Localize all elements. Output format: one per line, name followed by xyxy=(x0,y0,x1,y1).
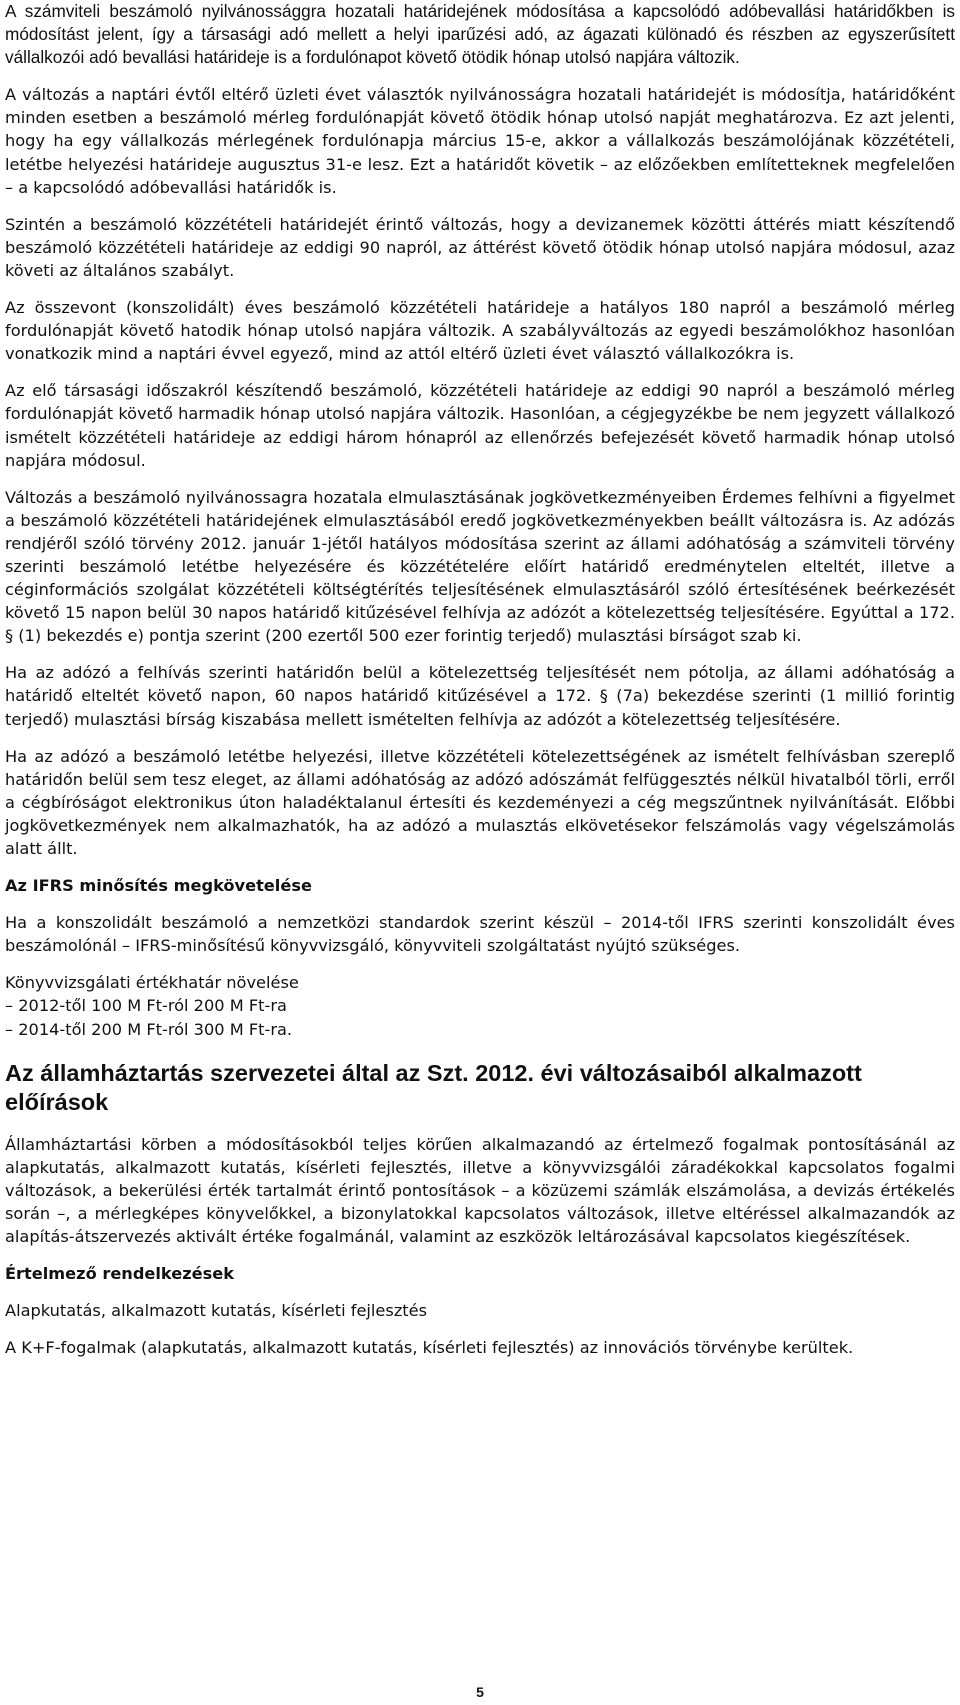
list-item: – 2014-től 200 M Ft-ról 300 M Ft-ra. xyxy=(5,1019,293,1039)
section-heading-ertelmezo: Értelmező rendelkezések xyxy=(5,1264,235,1284)
paragraph-intro: A számviteli beszámoló nyilvánossággra hozatali határidejének módosítása a kapcsolódó adóbevallási határidőkben is módosítást jelent, így a társasági adó mellett a helyi iparűzési adó, az ágazati különadó és részben az egyszerűsített vállalkozói adó bevallási határideje is a fordulónapot követő ötödik hónap utolsó napjára változik. xyxy=(5,1,955,68)
paragraph: A K+F-fogalmak (alapkutatás, alkalmazott kutatás, kísérleti fejlesztés) az innovációs törvénybe kerültek. xyxy=(5,1338,854,1358)
paragraph: A változás a naptári évtől eltérő üzleti évet választók nyilvánosságra hozatali határidejét is módosítja, határidőként minden esetben a beszámoló mérleg fordulónapját követő ötödik hónap utolsó napját meghatározva. Ez azt jelenti, hogy ha egy vállalkozás mérlegének fordulónapja március 15-e, akkor a vállalkozás beszámolójának közzétételi, letétbe helyezési határideje augusztus 31-e lesz. Ezt a határidőt követik – az előzőekben említetteknek megfelelően – a kapcsolódó adóbevallási határidők is. xyxy=(5,85,955,197)
audit-threshold-list xyxy=(5,971,955,1040)
paragraph: Ha az adózó a beszámoló letétbe helyezési, illetve közzétételi kötelezettségének az ismételt felhívásban szereplő határidőn belül sem tesz eleget, az állami adóhatóság az adózó adószámát felfüggesztés nélkül hivatalból törli, erről a cégbíróságot elektronikus úton haladéktalanul értesíti és kezdeményezi a cég megszűntnek nyilvánítását. Előbbi jogkövetkezmények nem alkalmazhatók, ha az adózó a mulasztás elkövetésekor felszámolás vagy végelszámolás alatt állt. xyxy=(5,746,955,858)
section-heading-ifrs: Az IFRS minősítés megkövetelése xyxy=(5,876,312,896)
page-number: 5 xyxy=(476,1684,484,1700)
paragraph: Ha a konszolidált beszámoló a nemzetközi standardok szerint készül – 2014-től IFRS szerinti konszolidált éves beszámolónál – IFRS-minősítésű könyvvizsgáló, könyvviteli szolgáltatást nyújtó szükséges. xyxy=(5,913,955,956)
subheading: Alapkutatás, alkalmazott kutatás, kísérleti fejlesztés xyxy=(5,1301,428,1321)
paragraph: Az összevont (konszolidált) éves beszámoló közzétételi határideje a hatályos 180 napról a beszámoló mérleg fordulónapját követő hatodik hónap utolsó napjára változik. A szabályváltozás az egyedi beszámolókhoz hasonlóan vonatkozik mind a naptári évvel egyező, mind az attól eltérő üzleti évet választó vállalkozókra is. xyxy=(5,298,955,364)
list-title: Könyvvizsgálati értékhatár növelése xyxy=(5,973,299,993)
paragraph: Az elő társasági időszakról készítendő beszámoló, közzétételi határideje az eddigi 90 napról a beszámoló mérleg fordulónapját követő harmadik hónap utolsó napjára változik. Hasonlóan, a cégjegyzékbe be nem jegyzett vállalkozó ismételt közzétételi határideje az eddigi három hónapról az ellenőrzés befejezését követő harmadik hónap utolsó napjára módosul. xyxy=(5,381,955,470)
paragraph: Változás a beszámoló nyilvánossagra hozatala elmulasztásának jogkövetkezményeiben Érdemes felhívni a figyelmet a beszámoló közzétételi határidejének elmulasztásából eredő jogkövetkezményekben beállt változásra is. Az adózás rendjéről szóló törvény 2012. január 1-jétől hatályos módosítása szerint az állami adóhatóság a számviteli törvény szerinti beszámoló letétbe helyezésére és közzétételére előírt határidő eredménytelen elteltét, illetve a céginformációs szolgálat közzétételi költségtérítés teljesítésének elmulasztásáról szóló értesítésének beérkezését követő 15 napon belül 30 napos határidő kitűzésével felhívja az adózót a kötelezettség teljesítésére. Egyúttal a 172. § (1) bekezdés e) pontja szerint (200 ezertől 500 ezer forintig terjedő) mulasztási bírságot szab ki. xyxy=(5,487,955,646)
paragraph: Szintén a beszámoló közzétételi határidejét érintő változás, hogy a devizanemek közötti áttérés miatt készítendő beszámoló közzétételi határideje az eddigi 90 napról, az áttérést követő ötödik hónap utolsó napjára módosul, azaz követi az általános szabályt. xyxy=(5,214,955,280)
list-item: – 2012-től 100 M Ft-ról 200 M Ft-ra xyxy=(5,996,287,1016)
section-heading-allamhaztartas: Az államháztartás szervezetei által az Szt. 2012. évi változásaiból alkalmazott előírások xyxy=(5,1059,862,1115)
paragraph: Államháztartási körben a módosításokból teljes körűen alkalmazandó az értelmező fogalmak pontosításánál az alapkutatás, alkalmazott kutatás, kísérleti fejlesztés, illetve a könyvvizsgálói záradékokkal kapcsolatos fogalmi változások, a bekerülési érték tartalmát érintő pontosítások – a közüzemi számlák elszámolása, a devizás értékelés során –, a mérlegképes könyvelőkkel, a bizonylatokkal kapcsolatos változások, illetve eltéréssel alkalmazandók az alapítás-átszervezés aktivált értéke fogalmánál, valamint az eszközök leltározásával kapcsolatos kiegészítések. xyxy=(5,1134,955,1247)
document-page xyxy=(5,0,955,1373)
paragraph: Ha az adózó a felhívás szerinti határidőn belül a kötelezettség teljesítését nem pótolja, az állami adóhatóság a határidő elteltét követő napon, 60 napos határidő kitűzésével a 172. § (7a) bekezdése szerinti (1 millió forintig terjedő) mulasztási bírság kiszabása mellett ismételten felhívja az adózót a kötelezettség teljesítésére. xyxy=(5,663,955,729)
